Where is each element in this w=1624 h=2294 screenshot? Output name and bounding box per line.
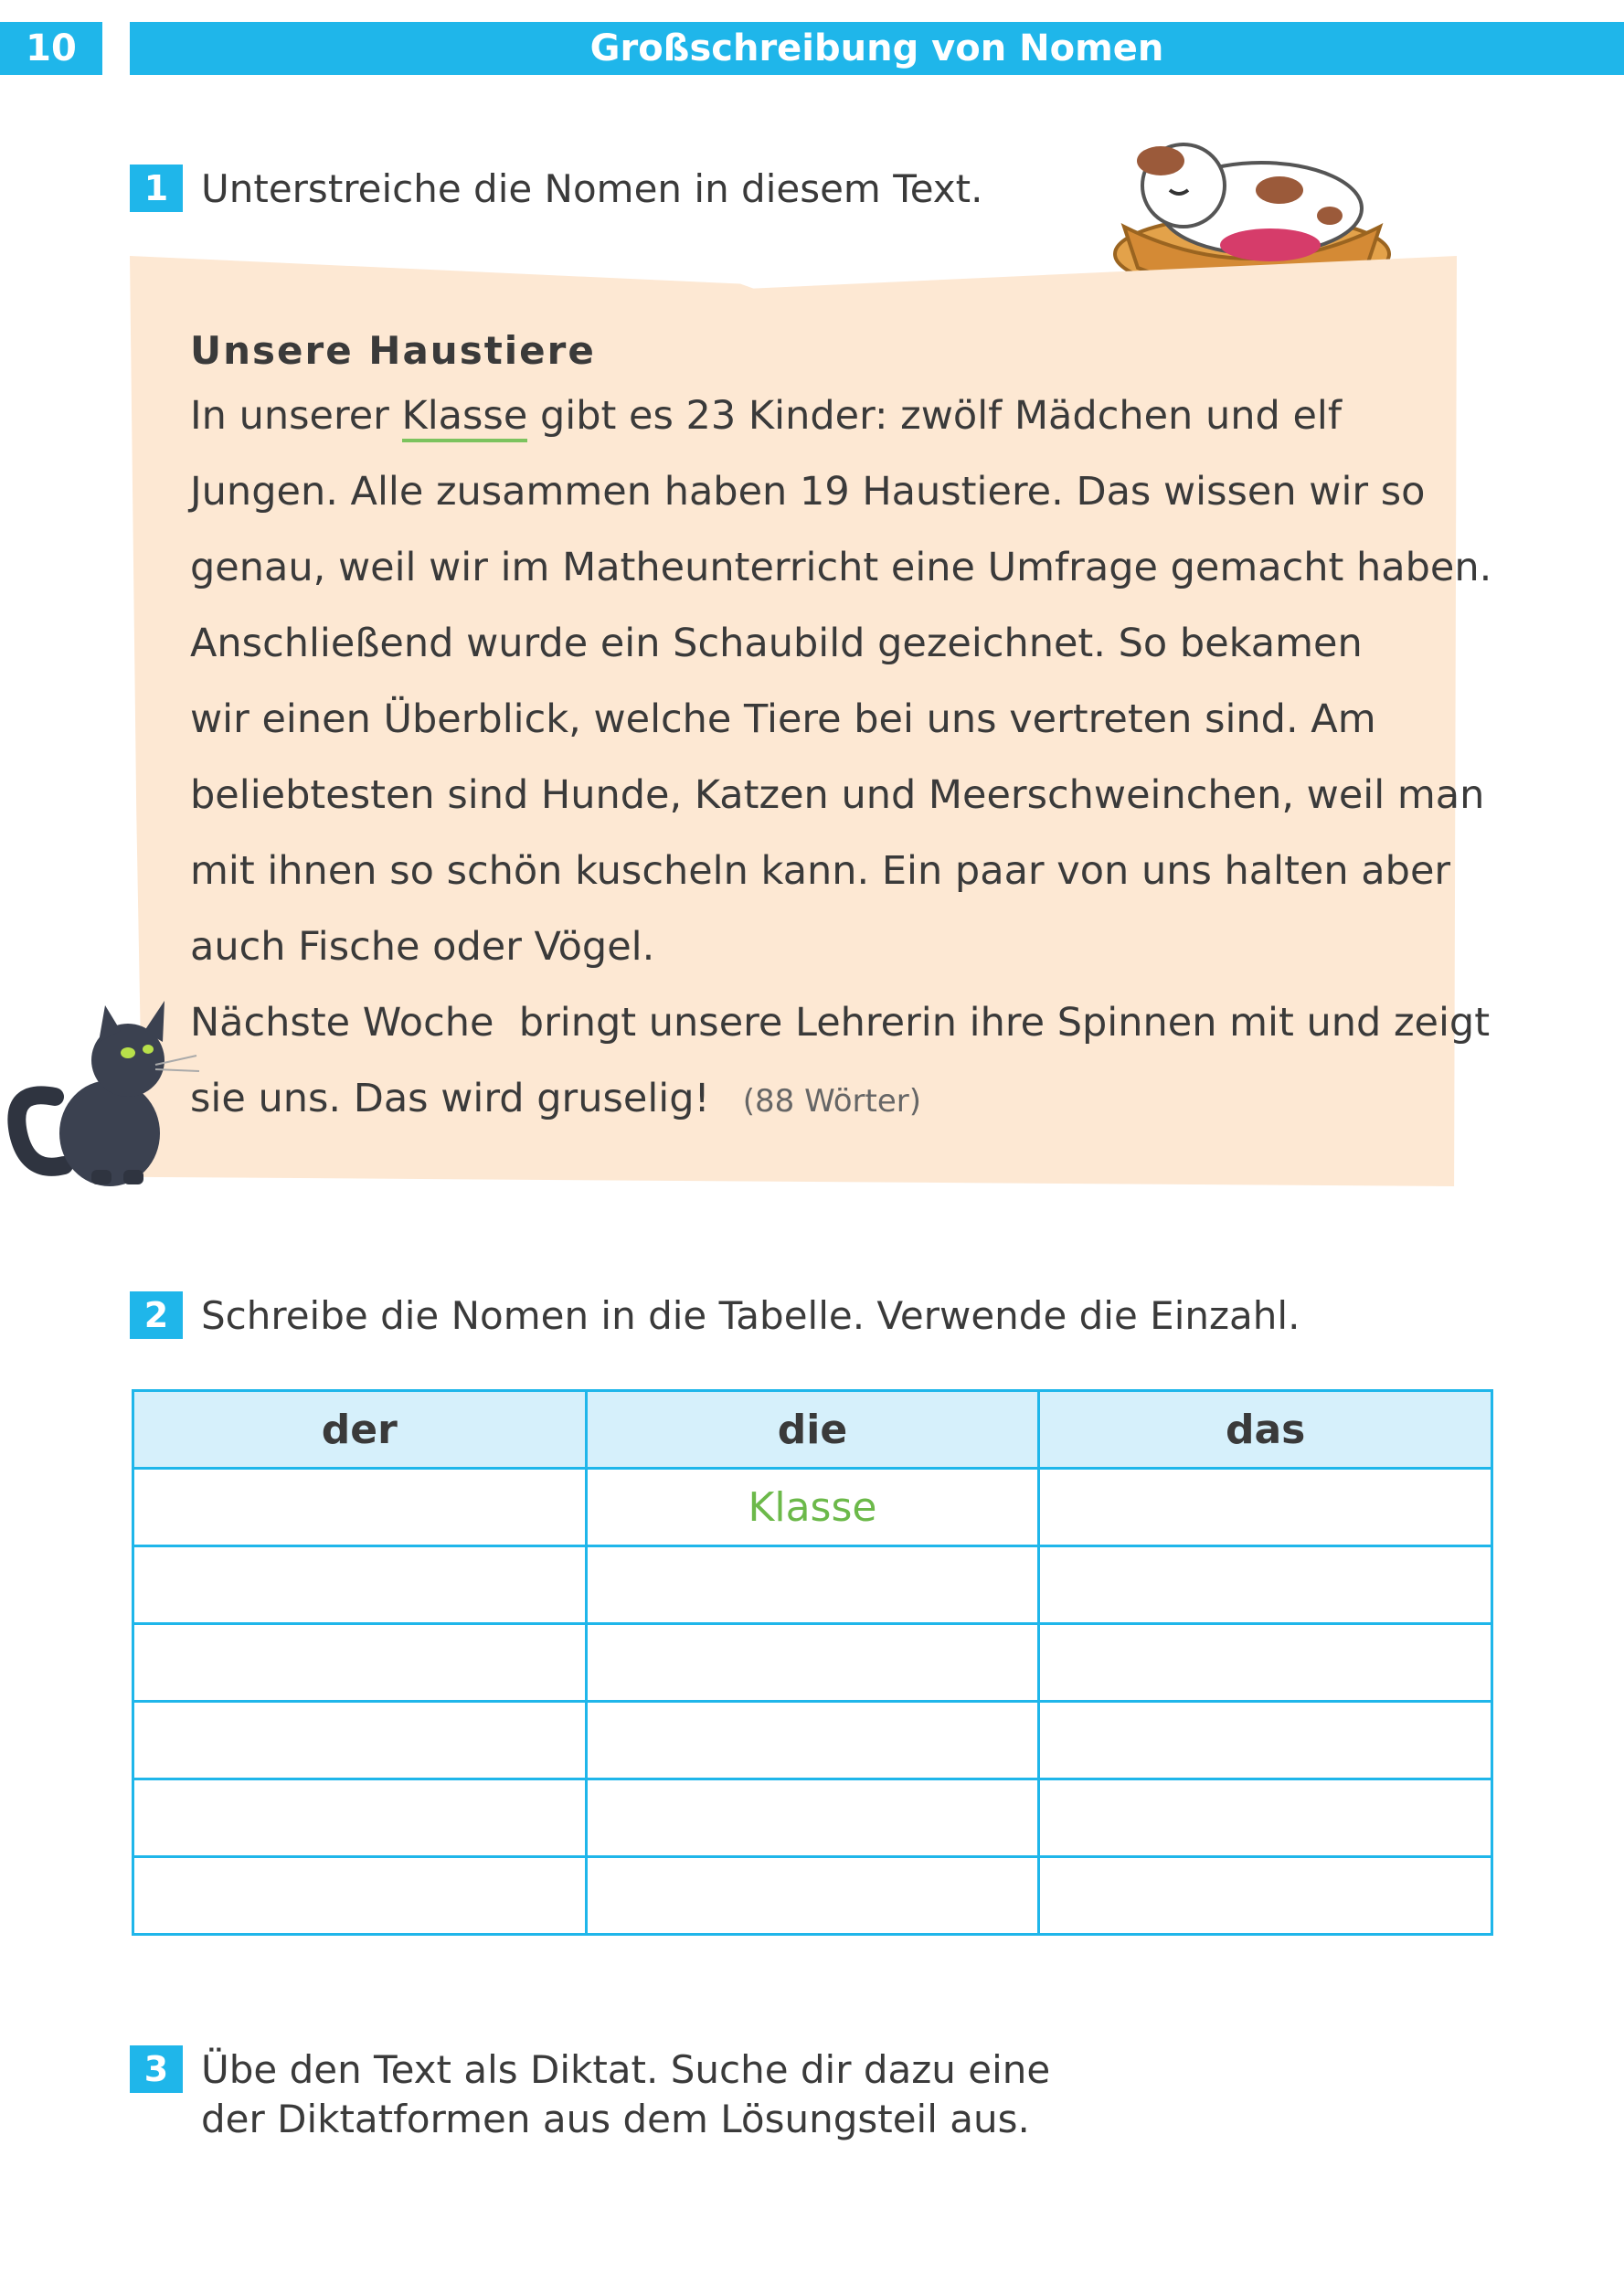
table-cell[interactable] <box>1039 1546 1492 1624</box>
table-cell[interactable] <box>586 1624 1039 1702</box>
story-line: beliebtesten sind Hunde, Katzen und Meerschweinchen, weil man <box>190 772 1485 818</box>
table-row <box>133 1702 1492 1779</box>
story-title: Unsere Haustiere <box>190 328 596 373</box>
page-title: Großschreibung von Nomen <box>130 22 1624 75</box>
story-line: Anschließend wurde ein Schaubild gezeichnet. So bekamen <box>190 621 1363 666</box>
task-3-number: 3 <box>130 2045 183 2093</box>
story-line: wir einen Überblick, welche Tiere bei uns vertreten sind. Am <box>190 696 1376 742</box>
table-cell[interactable] <box>133 1624 587 1702</box>
table-cell[interactable] <box>133 1469 587 1546</box>
story-text <box>190 324 1492 1137</box>
table-cell[interactable] <box>133 1857 587 1935</box>
table-row <box>133 1857 1492 1935</box>
table-cell[interactable] <box>586 1857 1039 1935</box>
page-number: 10 <box>0 22 102 75</box>
task-2-number: 2 <box>130 1291 183 1339</box>
story-line <box>190 378 1470 454</box>
task-1-instruction: Unterstreiche die Nomen in diesem Text. <box>201 166 983 211</box>
story-line: Nächste Woche bringt unsere Lehrerin ihre Spinnen mit und zeigt <box>190 1000 1491 1046</box>
table-cell[interactable] <box>133 1702 587 1779</box>
table-row <box>133 1624 1492 1702</box>
table-cell[interactable] <box>1039 1469 1492 1546</box>
story-text-segment: In unserer <box>190 393 402 439</box>
table-row <box>133 1469 1492 1546</box>
column-header-die: die <box>586 1391 1039 1469</box>
story-text-segment: gibt es 23 Kinder: zwölf Mädchen und elf <box>527 393 1342 439</box>
task-3-instruction <box>201 2045 1050 2144</box>
table-row <box>133 1546 1492 1624</box>
column-header-das: das <box>1039 1391 1492 1469</box>
table-row <box>133 1779 1492 1857</box>
task-3-instruction-line: der Diktatformen aus dem Lösungsteil aus. <box>201 2097 1030 2141</box>
table-header-row <box>133 1391 1492 1469</box>
table-cell[interactable] <box>133 1779 587 1857</box>
table-cell[interactable]: Klasse <box>586 1469 1039 1546</box>
table-cell[interactable] <box>1039 1857 1492 1935</box>
table-cell[interactable] <box>586 1702 1039 1779</box>
story-line: genau, weil wir im Matheunterricht eine Umfrage gemacht haben. <box>190 545 1492 590</box>
story-line: auch Fische oder Vögel. <box>190 924 655 970</box>
table-cell[interactable] <box>1039 1779 1492 1857</box>
column-header-der: der <box>133 1391 587 1469</box>
story-line <box>190 1061 1470 1137</box>
word-count: (88 Wörter) <box>742 1083 921 1120</box>
table-cell[interactable] <box>133 1546 587 1624</box>
table-cell[interactable] <box>586 1779 1039 1857</box>
table-cell[interactable] <box>586 1546 1039 1624</box>
table-cell[interactable] <box>1039 1624 1492 1702</box>
task-2-instruction: Schreibe die Nomen in die Tabelle. Verwende die Einzahl. <box>201 1293 1300 1338</box>
story-line: Jungen. Alle zusammen haben 19 Haustiere. Das wissen wir so <box>190 469 1426 515</box>
task-1-number: 1 <box>130 165 183 212</box>
task-3-instruction-line: Übe den Text als Diktat. Suche dir dazu eine <box>201 2047 1051 2092</box>
table-cell[interactable] <box>1039 1702 1492 1779</box>
story-line: mit ihnen so schön kuscheln kann. Ein paar von uns halten aber <box>190 848 1451 894</box>
black-cat-illustration <box>0 951 210 1188</box>
story-last-line: sie uns. Das wird gruselig! <box>190 1076 710 1121</box>
noun-table <box>132 1389 1493 1936</box>
underlined-noun: Klasse <box>402 393 528 442</box>
